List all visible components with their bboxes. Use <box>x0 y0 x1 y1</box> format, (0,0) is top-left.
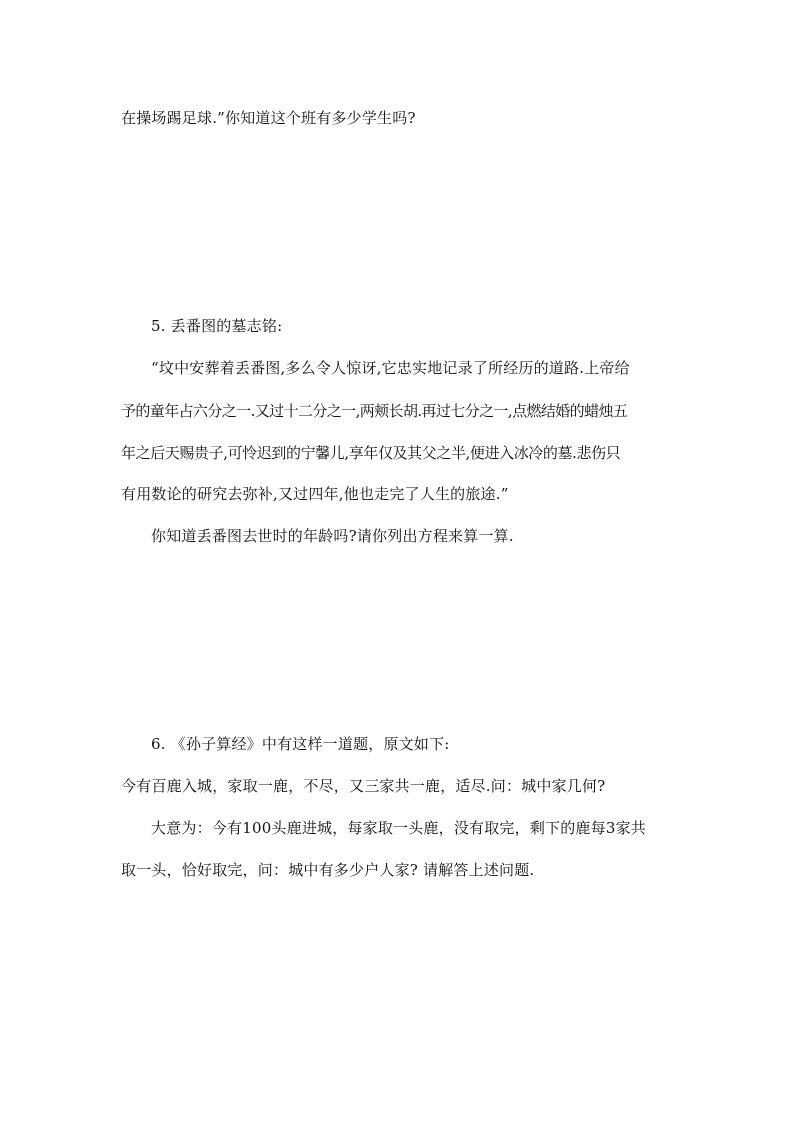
epitaph-line: 年之后天赐贵子,可怜迟到的宁馨儿,享年仅及其父之半,便进入冰冷的墓.悲伤只 <box>121 444 621 462</box>
epitaph-line: 予的童年占六分之一.又过十二分之一,两颊长胡.再过七分之一,点燃结婚的蜡烛五 <box>121 402 628 420</box>
problem-5-heading: 5. 丢番图的墓志铭: <box>151 317 283 335</box>
problem-5-question: 你知道丢番图去世时的年龄吗?请你列出方程来算一算. <box>151 527 514 545</box>
epitaph-line: 有用数论的研究去弥补,又过四年,他也走完了人生的旅途.” <box>121 485 509 503</box>
carryover-line: 在操场踢足球.”你知道这个班有多少学生吗? <box>121 109 416 127</box>
problem-6-translation-line: 取一头，恰好取完，问：城中有多少户人家? 请解答上述问题. <box>121 861 535 879</box>
problem-6-original-text: 今有百鹿入城，家取一鹿，不尽，又三家共一鹿，适尽.问：城中家几何? <box>121 777 606 795</box>
problem-6-translation-line: 大意为：今有100头鹿进城，每家取一头鹿，没有取完，剩下的鹿每3家共 <box>151 819 646 837</box>
epitaph-line: “坟中安葬着丢番图,多么令人惊讶,它忠实地记录了所经历的道路.上帝给 <box>151 359 630 377</box>
problem-6-heading: 6. 《孙子算经》中有这样一道题，原文如下: <box>151 735 450 753</box>
